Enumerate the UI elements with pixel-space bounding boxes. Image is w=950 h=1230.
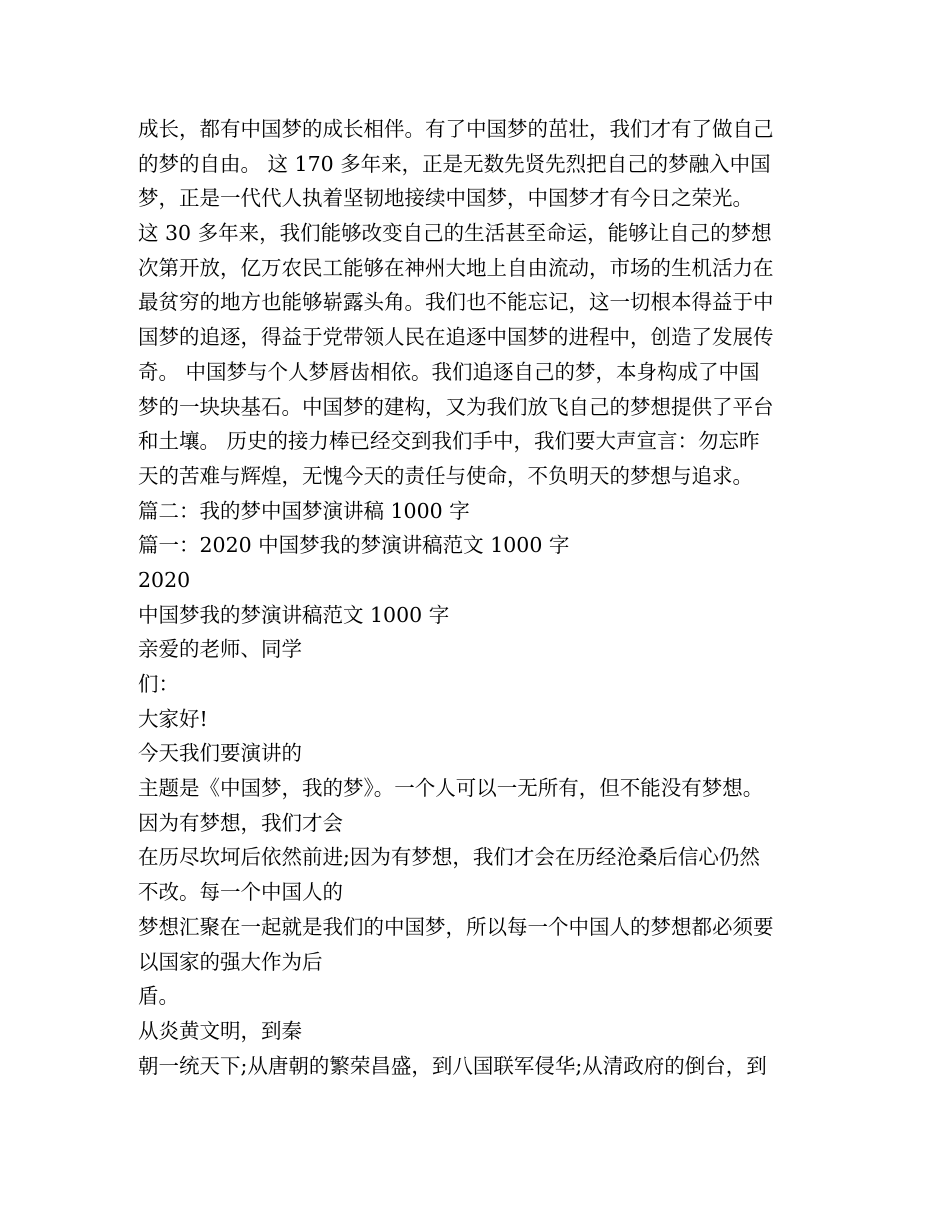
text-line: 以国家的强大作为后 xyxy=(138,949,323,974)
text-line: 次第开放，亿万农民工能够在神州大地上自由流动，市场的生机活力在 xyxy=(138,255,774,280)
document-title: 中国梦我的梦演讲稿范文 1000 字 xyxy=(138,602,450,627)
text-line: 因为有梦想，我们才会 xyxy=(138,810,343,835)
text-line: 这 30 多年来，我们能够改变自己的生活甚至命运，能够让自己的梦想 xyxy=(138,221,772,246)
text-line: 朝一统天下;从唐朝的繁荣昌盛，到八国联军侵华;从清政府的倒台，到 xyxy=(138,1053,767,1078)
text-line: 2020 xyxy=(138,567,191,592)
document-body xyxy=(138,112,818,1083)
text-line: 成长，都有中国梦的成长相伴。有了中国梦的茁壮，我们才有了做自己 xyxy=(138,117,774,141)
text-line: 梦，正是一代代人执着坚韧地接续中国梦，中国梦才有今日之荣光。 xyxy=(138,186,753,211)
salutation: 们： xyxy=(138,672,179,696)
text-line: 奇。 中国梦与个人梦唇齿相依。我们追逐自己的梦，本身构成了中国 xyxy=(138,359,760,384)
text-line: 梦的一块块基石。中国梦的建构，又为我们放飞自己的梦想提供了平台 xyxy=(138,394,774,419)
text-line: 盾。 xyxy=(138,984,179,1009)
text-line: 在历尽坎坷后依然前进;因为有梦想，我们才会在历经沧桑后信心仍然 xyxy=(138,845,760,870)
text-line: 不改。每一个中国人的 xyxy=(138,880,343,905)
text-line: 天的苦难与辉煌，无愧今天的责任与使命，不负明天的梦想与追求。 xyxy=(138,463,753,488)
section-heading: 篇二：我的梦中国梦演讲稿 1000 字 xyxy=(138,498,470,523)
greeting: 大家好! xyxy=(138,706,208,731)
text-line: 从炎黄文明，到秦 xyxy=(138,1018,302,1043)
text-line: 主题是《中国梦，我的梦》。一个人可以一无所有，但不能没有梦想。 xyxy=(138,776,764,801)
text-line: 和土壤。 历史的接力棒已经交到我们手中，我们要大声宣言：勿忘昨 xyxy=(138,429,760,454)
text-line: 最贫穷的地方也能够崭露头角。我们也不能忘记，这一切根本得益于中 xyxy=(138,290,774,315)
salutation: 亲爱的老师、同学 xyxy=(138,637,302,662)
text-line: 梦想汇聚在一起就是我们的中国梦，所以每一个中国人的梦想都必须要 xyxy=(138,914,774,939)
section-heading: 篇一：2020 中国梦我的梦演讲稿范文 1000 字 xyxy=(138,533,570,558)
text-line: 今天我们要演讲的 xyxy=(138,741,302,766)
text-line: 的梦的自由。 这 170 多年来，正是无数先贤先烈把自己的梦融入中国 xyxy=(138,151,771,176)
text-line: 国梦的追逐，得益于党带领人民在追逐中国梦的进程中，创造了发展传 xyxy=(138,325,774,350)
